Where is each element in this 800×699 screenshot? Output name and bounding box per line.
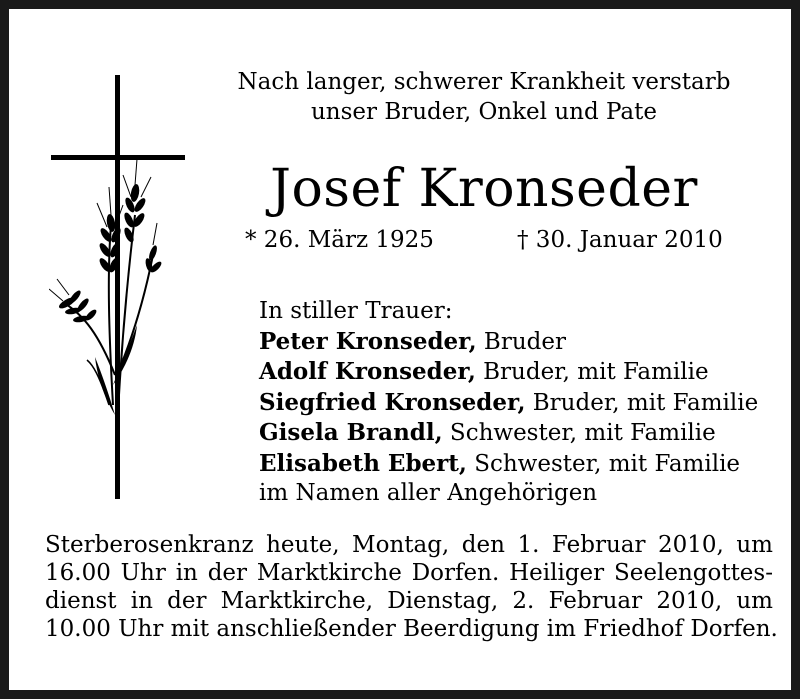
mourner-row xyxy=(259,357,779,388)
death-date: † 30. Januar 2010 xyxy=(517,227,723,253)
mourner-name: Siegfried Kronseder, xyxy=(259,388,526,416)
mourner-name: Adolf Kronseder, xyxy=(259,358,476,385)
mourning-closing: im Namen aller Angehörigen xyxy=(259,480,598,506)
mourner-row xyxy=(259,388,779,419)
mourners-list xyxy=(259,297,779,509)
cross-with-wheat-icon xyxy=(49,75,189,499)
mourner-relation: Schwester, mit Familie xyxy=(442,420,716,446)
mourning-heading: In stiller Trauer: xyxy=(259,298,453,324)
funeral-notice xyxy=(45,531,778,643)
mourner-row xyxy=(259,327,779,358)
intro-line-2: unser Bruder, Onkel und Pate xyxy=(310,99,658,125)
mourner-row xyxy=(259,418,779,449)
notice-line: Sterberosenkranz heute, Montag, den 1. Februar 2010, um xyxy=(45,532,773,558)
mourner-name: Elisabeth Ebert, xyxy=(259,449,467,477)
notice-line: 10.00 Uhr mit anschließender Beerdigung im Friedhof Dorfen. xyxy=(45,616,778,642)
intro-text xyxy=(199,67,769,127)
mourner-relation: Bruder, mit Familie xyxy=(525,389,759,416)
notice-line: 16.00 Uhr in der Marktkirche Dorfen. Heiliger Seelengottes- xyxy=(45,560,773,586)
mourner-name: Gisela Brandl, xyxy=(259,419,443,446)
mourner-relation: Bruder, mit Familie xyxy=(475,359,709,385)
intro-line-1: Nach langer, schwerer Krankheit verstarb xyxy=(237,69,731,95)
deceased-name: Josef Kronseder xyxy=(270,159,698,219)
birth-date: * 26. März 1925 xyxy=(245,227,434,253)
mourner-relation: Schwester, mit Familie xyxy=(466,450,741,477)
mourner-row xyxy=(259,449,779,480)
mourner-relation: Bruder xyxy=(476,328,566,355)
mourner-name: Peter Kronseder, xyxy=(259,327,477,355)
notice-line: dienst in der Marktkirche, Dienstag, 2. Februar 2010, um xyxy=(45,588,773,614)
